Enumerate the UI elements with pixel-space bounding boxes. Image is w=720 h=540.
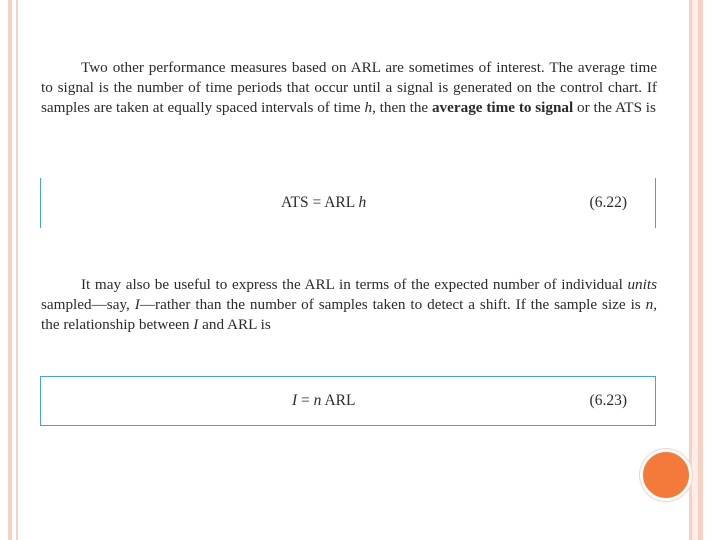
slide-frame-right-outer <box>698 0 703 540</box>
equals-sign: = <box>297 392 314 409</box>
slide-frame-right-inner <box>689 0 692 540</box>
variable-i: I <box>193 316 199 333</box>
slide-frame-left-inner <box>16 0 18 540</box>
paragraph-units <box>41 275 657 335</box>
equation-6-22-lhs: ATS = ARL <box>281 194 359 211</box>
paragraph-ats <box>41 58 657 118</box>
equation-number-6-23: (6.23) <box>589 392 627 409</box>
accent-circle <box>640 449 692 501</box>
paragraph-units-text: , the relationship between <box>41 296 658 333</box>
variable-n: n <box>313 392 322 409</box>
paragraph-units-text: —rather than the number of samples taken to detect a shift. If the sample size is <box>139 296 646 313</box>
variable-n: n <box>645 296 654 313</box>
paragraph-units-text: It may also be useful to express the ARL in terms of the expected number of individual <box>81 276 628 293</box>
paragraph-units-text: sampled—say, <box>41 296 135 313</box>
equation-6-22 <box>281 194 366 212</box>
slide-frame-left-outer <box>8 0 12 540</box>
arl-term: ARL <box>321 392 356 409</box>
variable-h: h <box>358 194 367 211</box>
paragraph-ats-text: , then the <box>372 99 432 116</box>
equation-box-6-22 <box>40 178 656 228</box>
variable-h: h <box>364 99 373 116</box>
equation-box-6-23 <box>40 376 656 426</box>
variable-i: I <box>134 296 140 313</box>
term-units: units <box>627 276 657 293</box>
term-average-time-to-signal: average time to signal <box>431 99 574 116</box>
equation-number-6-22: (6.22) <box>589 194 627 211</box>
variable-i: I <box>292 392 298 409</box>
equation-6-23 <box>292 392 355 410</box>
paragraph-units-text: and ARL is <box>198 316 271 333</box>
paragraph-ats-text: Two other performance measures based on ARL are sometimes of interest. The average time to signal is the number of time periods that occur until a signal is generated on the control chart. If samples are taken at equally spaced intervals of time <box>41 59 657 116</box>
paragraph-ats-text: or the ATS is <box>573 99 656 116</box>
